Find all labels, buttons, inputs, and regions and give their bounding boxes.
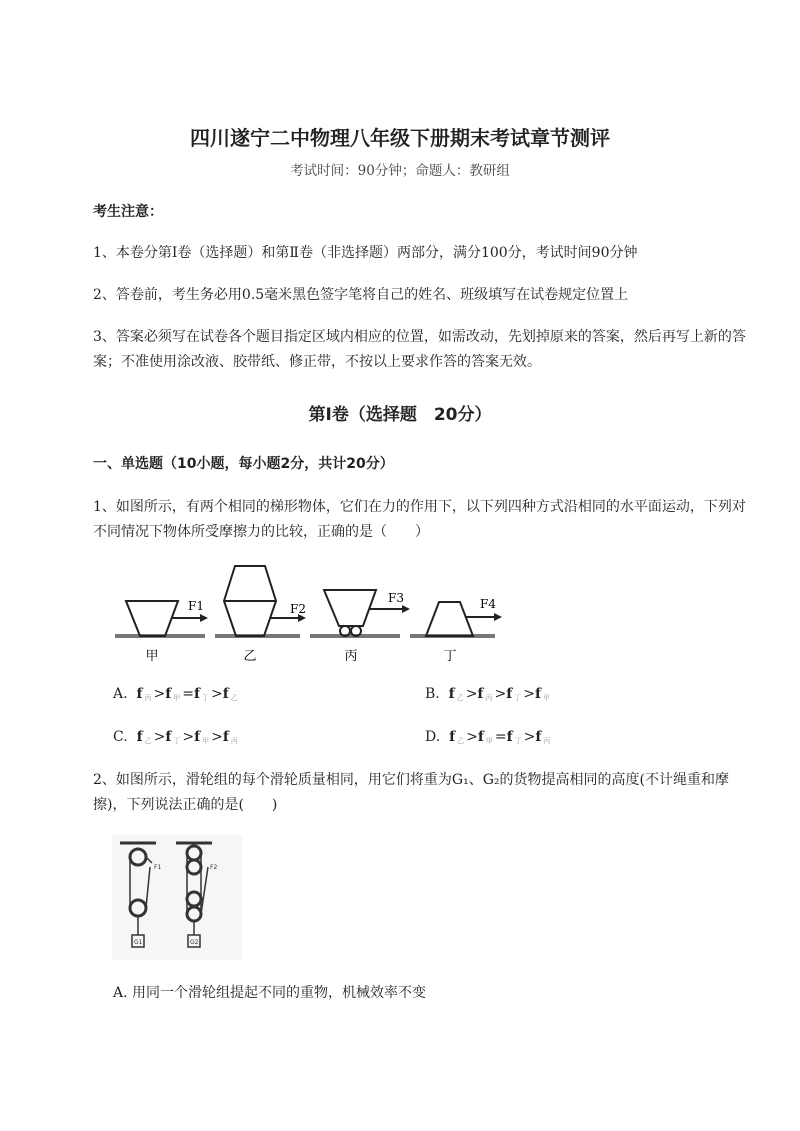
section-title: 第I卷（选择题 20分） [308,405,492,425]
subscript: 丁 [173,737,181,745]
friction-symbol: f [222,729,229,745]
operator: > [466,729,478,745]
force-label: F2 [210,864,218,871]
figure-label: 乙 [243,649,257,664]
friction-symbol: f [222,686,229,702]
friction-symbol: f [477,686,484,702]
subscript: 甲 [485,737,493,745]
operator: > [211,729,223,745]
subscript: 甲 [202,737,210,745]
part-heading: 一、单选题（10小题，每小题2分，共计20分） [93,456,394,472]
force-label: F1 [188,599,204,613]
q2-option-a[interactable] [113,982,426,1002]
subscript: 甲 [542,694,550,702]
option-label: D. [425,729,441,745]
exam-info: 考试时间：90分钟；命题人：教研组 [290,163,510,179]
page-title: 四川遂宁二中物理八年级下册期末考试章节测评 [190,126,610,150]
figure-label: 丙 [344,649,358,664]
operator: > [465,686,478,702]
pulley-figure [112,835,242,960]
notice-heading: 考生注意： [93,204,163,220]
friction-symbol: f [194,686,201,702]
notice-item: 1、本卷分第I卷（选择题）和第Ⅱ卷（非选择题）两部分，满分100分，考试时间90分钟 [93,245,638,261]
friction-symbol: f [506,729,513,745]
friction-symbol: f [194,729,201,745]
subscript: 乙 [457,737,465,745]
friction-figure [110,560,510,665]
option-d[interactable] [425,729,552,746]
subscript: 丙 [485,694,493,702]
figure-label: 甲 [145,649,159,664]
friction-symbol: f [477,729,484,745]
option-b[interactable] [425,686,552,703]
subscript: 丁 [514,737,522,745]
option-c[interactable] [113,729,240,746]
force-label: F4 [480,597,496,611]
friction-symbol: f [165,686,172,702]
subscript: 甲 [173,694,181,702]
operator: > [153,686,166,702]
question-1-text: 1、如图所示，有两个相同的梯形物体，它们在力的作用下，以下列四种方式沿相同的水平面运动，下列对不同情况下物体所受摩擦力的比较，正确的是（ ） [93,499,746,540]
subscript: 乙 [456,694,464,702]
operator: > [523,729,536,745]
subscript: 乙 [144,737,152,745]
operator: > [182,729,195,745]
subscript: 丙 [230,737,238,745]
friction-symbol: f [534,686,541,702]
friction-symbol: f [506,686,513,702]
operator: = [182,686,194,702]
friction-symbol: f [165,729,172,745]
subscript: 丁 [514,694,522,702]
friction-symbol: f [136,729,143,745]
subscript: 丁 [202,694,210,702]
friction-symbol: f [535,729,542,745]
option-a[interactable] [113,686,240,703]
option-label: A. [113,985,128,1001]
subscript: 丙 [543,737,551,745]
option-label: C. [113,729,128,745]
operator: > [211,686,223,702]
force-label: F2 [290,602,306,616]
weight-label: G1 [134,939,143,946]
friction-symbol: f [136,686,143,702]
force-label: F3 [388,591,404,605]
force-label: F1 [154,864,162,871]
question-2-text: 2、如图所示，滑轮组的每个滑轮质量相同，用它们将重为G₁、G₂的货物提高相同的高度(不计绳重和摩擦)，下列说法正确的是( ) [93,772,729,813]
operator: > [494,686,507,702]
option-label: A. [113,686,128,702]
operator: > [523,686,535,702]
subscript: 乙 [230,694,238,702]
figure-label: 丁 [443,649,457,664]
weight-label: G2 [190,939,199,946]
option-label: B. [425,686,440,702]
subscript: 丙 [144,694,152,702]
option-text: 用同一个滑轮组提起不同的重物，机械效率不变 [132,985,427,1001]
operator: = [494,729,507,745]
friction-symbol: f [449,729,456,745]
friction-symbol: f [448,686,455,702]
operator: > [153,729,166,745]
notice-item: 2、答卷前，考生务必用0.5毫米黑色签字笔将自己的姓名、班级填写在试卷规定位置上 [93,287,629,303]
notice-item: 3、答案必须写在试卷各个题目指定区域内相应的位置，如需改动，先划掉原来的答案，然后再写上新的答案；不准使用涂改液、胶带纸、修正带，不按以上要求作答的答案无效。 [93,329,746,370]
